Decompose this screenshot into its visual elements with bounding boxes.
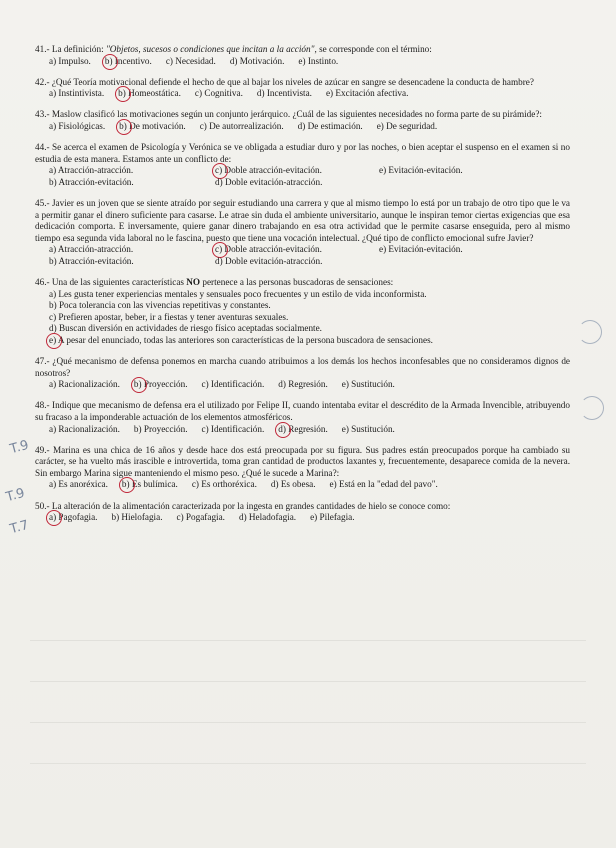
option-e[interactable]: e) A pesar del enunciado, todas las anteriores son características de la persona buscadora de sensaciones. xyxy=(49,335,570,347)
question-49 xyxy=(35,445,570,491)
question-45 xyxy=(35,198,570,268)
handwritten-annotation: T.9 xyxy=(8,437,31,458)
option-c[interactable]: c) Necesidad. xyxy=(165,55,216,66)
option-c[interactable]: c) Pogafagia. xyxy=(176,512,225,523)
option-c[interactable]: c) Identificación. xyxy=(201,379,265,390)
option-b[interactable]: b) Hielofagia. xyxy=(111,512,163,523)
option-b[interactable]: b) Proyección. xyxy=(133,379,188,390)
option-d[interactable]: d) Incentivista. xyxy=(256,88,312,99)
question-44 xyxy=(35,142,570,188)
option-c[interactable]: c) Cognitiva. xyxy=(194,88,243,99)
option-b[interactable]: b) Homeostática. xyxy=(118,88,181,99)
question-43 xyxy=(35,109,570,132)
option-a[interactable]: a) Racionalización. xyxy=(49,379,120,390)
question-stem: 41.- La definición: "Objetos, sucesos o condiciones que incitan a la acción", se corresponde con el término: xyxy=(35,44,432,54)
answer-options xyxy=(35,121,570,133)
handwritten-annotation: T.7 xyxy=(8,517,31,538)
option-b[interactable]: b) Atracción-evitación. xyxy=(49,176,134,187)
answer-options xyxy=(35,244,570,267)
answer-options xyxy=(35,379,570,391)
option-d[interactable]: d) De estimación. xyxy=(297,120,363,131)
question-41 xyxy=(35,44,570,67)
answer-options xyxy=(35,512,570,524)
option-e[interactable]: e) Sustitución. xyxy=(341,423,395,434)
answer-options xyxy=(35,88,570,100)
option-a[interactable]: a) Instintivista. xyxy=(49,88,105,99)
option-a[interactable]: a) Atracción-atracción. xyxy=(49,165,134,176)
question-stem: 50.- La alteración de la alimentación caracterizada por la ingesta en grandes cantidades de hielo se conoce como: xyxy=(35,500,451,511)
option-b[interactable]: b) Poca tolerancia con las vivencias repetitivas y constantes. xyxy=(49,300,271,311)
option-e[interactable]: e) Evitación-evitación. xyxy=(379,244,463,255)
option-d[interactable]: d) Heladofagia. xyxy=(238,512,297,523)
option-c[interactable]: c) Identificación. xyxy=(201,423,265,434)
option-c[interactable]: c) Doble atracción-evitación. xyxy=(215,244,379,256)
option-d[interactable]: d) Doble evitación-atracción. xyxy=(215,255,323,266)
question-stem: 47.- ¿Qué mecanismo de defensa ponemos en marcha cuando atribuimos a los demás los hechos inconfesables que no consideramos dignos de nosotros? xyxy=(35,356,570,378)
option-a[interactable]: a) Racionalización. xyxy=(49,423,120,434)
option-d[interactable]: d) Es obesa. xyxy=(270,479,316,490)
question-42 xyxy=(35,77,570,100)
option-c[interactable]: c) De autorrealización. xyxy=(199,120,284,131)
option-d[interactable]: d) Buscan diversión en actividades de riesgo físico aceptadas socialmente. xyxy=(49,323,322,334)
option-a[interactable]: a) Les gusta tener experiencias mentales y sensuales poco frecuentes y un estilo de vida inconformista. xyxy=(49,288,427,299)
option-e[interactable]: e) De seguridad. xyxy=(376,120,438,131)
pencil-mark-icon xyxy=(578,320,602,344)
answer-options xyxy=(35,165,570,188)
option-b[interactable]: b) De motivación. xyxy=(119,120,186,131)
option-b[interactable]: b) Incentivo. xyxy=(104,55,152,66)
option-a[interactable]: a) Es anoréxica. xyxy=(49,479,108,490)
question-stem: 42.- ¿Qué Teoría motivacional defiende el hecho de que al bajar los niveles de azúcar en sangre se desencadene la conducta de hambre? xyxy=(35,76,534,87)
option-e[interactable]: e) Excitación afectiva. xyxy=(325,88,409,99)
answer-options xyxy=(35,424,570,436)
question-46 xyxy=(35,277,570,347)
option-b[interactable]: b) Es bulímica. xyxy=(121,479,178,490)
bleed-through-text xyxy=(30,610,586,810)
question-stem: 49.- Marina es una chica de 16 años y desde hace dos está preocupada por su figura. Sus padres están preocupados porque ha cambiado su carácter, se ha vuelto más irascible e introvertida, toma gran cantidad de productos laxantes y, frecuentemente, desaparece comida de la nevera. Sin embargo Marina sigue manteniendo el mismo peso. ¿Qué le sucede a Marina?: xyxy=(35,444,570,478)
option-d[interactable]: d) Doble evitación-atracción. xyxy=(215,176,323,187)
answer-options xyxy=(35,289,570,347)
option-c[interactable]: c) Es orthoréxica. xyxy=(191,479,257,490)
question-48 xyxy=(35,400,570,435)
answer-options xyxy=(35,56,570,68)
question-47 xyxy=(35,356,570,391)
option-e[interactable]: e) Está en la "edad del pavo". xyxy=(329,479,438,490)
question-list xyxy=(35,44,570,533)
option-a[interactable]: a) Impulso. xyxy=(49,55,91,66)
option-e[interactable]: e) Pilefagia. xyxy=(310,512,355,523)
option-e[interactable]: e) Sustitución. xyxy=(341,379,395,390)
question-stem: 43.- Maslow clasificó las motivaciones según un conjunto jerárquico. ¿Cuál de las siguientes necesidades no forma parte de su pirámide?: xyxy=(35,109,542,120)
handwritten-annotation: T.9 xyxy=(4,485,27,506)
answer-options xyxy=(35,479,570,491)
option-d[interactable]: d) Motivación. xyxy=(229,55,285,66)
option-a[interactable]: a) Atracción-atracción. xyxy=(49,244,134,255)
question-stem: 44.- Se acerca el examen de Psicología y Verónica se ve obligada a estudiar duro y por las noches, o bien aceptar el suspenso en el examen si no estudia de esta manera. Estamos ante un conflicto de: xyxy=(35,142,570,164)
option-c[interactable]: c) Doble atracción-evitación. xyxy=(215,165,379,177)
question-stem: 45.- Javier es un joven que se siente atraído por seguir estudiando una carrera y que al mismo tiempo lo está por un trabajo de otro tipo que le va a permitir ganar el dinero suficiente para casarse. Le atrae sin duda el ambiente universitario, aunque le inspiran temor ciertas exigencias que esa dedicación comporta. E inversamente, quiere ganar dinero trabajando en esa otra actividad que le permite casarse enseguida, pero al mismo tiempo esa segunda vida laboral no le fascina, puesto que tiene una vocación intelectual. ¿Qué tipo de conflicto emocional sufre Javier? xyxy=(35,197,571,243)
option-a[interactable]: a) Fisiológicas. xyxy=(49,120,106,131)
option-e[interactable]: e) Instinto. xyxy=(298,55,339,66)
option-b[interactable]: b) Proyección. xyxy=(133,423,188,434)
question-stem: 48.- Indique que mecanismo de defensa era el utilizado por Felipe II, cuando intentaba evitar el descrédito de la Armada Invencible, atribuyendo su fracaso a la imponderable actuación de los elementos atmosféricos. xyxy=(35,400,570,422)
option-c[interactable]: c) Prefieren apostar, beber, ir a fiestas y tener aventuras sexuales. xyxy=(49,311,289,322)
option-b[interactable]: b) Atracción-evitación. xyxy=(49,255,134,266)
pencil-mark-icon xyxy=(580,396,604,420)
option-d[interactable]: d) Regresión. xyxy=(278,423,328,434)
option-e[interactable]: e) Evitación-evitación. xyxy=(379,165,463,176)
question-50 xyxy=(35,501,570,524)
option-d[interactable]: d) Regresión. xyxy=(278,379,328,390)
question-stem: 46.- Una de las siguientes características NO pertenece a las personas buscadoras de sensaciones: xyxy=(35,277,394,287)
option-a[interactable]: a) Pagofagia. xyxy=(49,512,98,523)
